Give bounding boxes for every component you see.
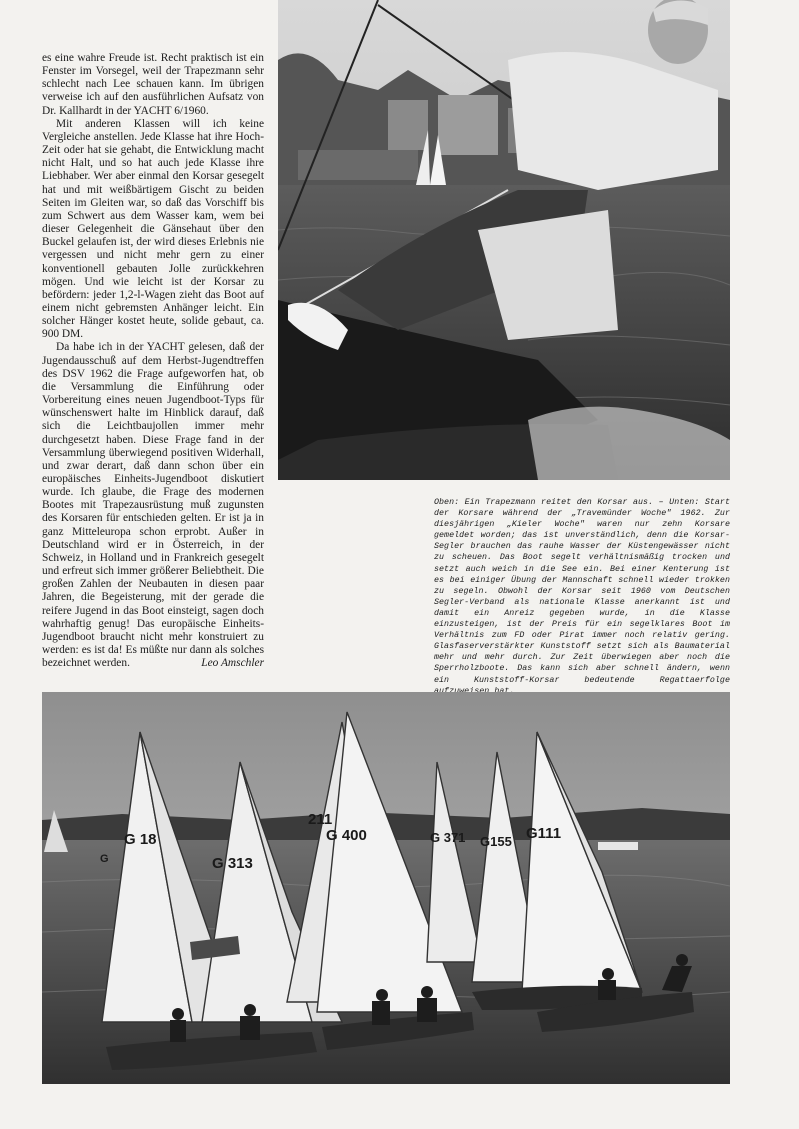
article-column [42, 52, 264, 671]
photo-korsar-start [42, 692, 730, 1084]
sail-number: G 400 [326, 827, 367, 844]
article-author: Leo Amschler [201, 657, 264, 670]
sail-number: G 18 [124, 831, 157, 848]
article-paragraph-3: Da habe ich in der YACHT gelesen, daß der Jugendausschuß auf dem Herbst-Jugendtreffen des DSV 1962 die Frage aufgeworfen hat, ob die Versammlung die Einführung oder Vorbereitung eines neuen Jugendboot-Typs für wünschenswert halte im Hinblick darauf, daß sich die Leichtbaujollen immer mehr durchgesetzt haben. Diese Frage fand in der Versammlung überwiegend positiven Widerhall, und zwar derart, daß dann schon über ein europäisches Einheits-Jugendboot diskutiert wurde. Ich glaube, die Frage des modernen Bootes mit Trapezausrüstung muß zugunsten des Korsaren für entschieden gelten. Er ist ja in ganz Mitteleuropa schon erprobt. Außer in Deutschland wird er in Österreich, in der Schweiz, in Holland und in Frankreich gesegelt und erfreut sich immer größerer Beliebtheit. Die großen Zahlen der Neubauten in diesen paar Jahren, die Begeisterung, mit der gerade die reifere Jugend in das Boot einsteigt, sagen doch wahrhaftig genug! Das europäische Einheits-Jugendboot braucht nicht mehr konstruiert zu werden: es ist da! Es müßte nur dann als solches bezeichnet werden. [42, 341, 264, 670]
article-paragraph-2: Mit anderen Klassen will ich keine Vergleiche anstellen. Jede Klasse hat ihre Hoch-Zeit oder hat sie gehabt, die Entwicklung macht nicht Halt, und so hat auch jede Klasse ihre Liebhaber. Wer aber einmal den Korsar gesegelt hat und mit weißbärtigem Gischt zu beiden Seiten im Gleiten war, so daß das Vorschiff bis zum Schwert aus dem Wasser kam, wem bei dieser Gelegenheit die Gänsehaut über den Buckel gelaufen ist, der wird dieses Erlebnis nie vergessen und nicht mehr gern zu einer konventionell gebauten Jolle zurückkehren mögen. Und wie leicht ist der Korsar zu befördern: jeder 1,2-l-Wagen zieht das Boot auf einem nicht gebremsten Anhänger leicht. Ein solcher Hänger kostet heute, solide gebaut, ca. 900 DM. [42, 117, 264, 341]
photo-caption [434, 497, 730, 708]
caption-text: Oben: Ein Trapezmann reitet den Korsar aus. – Unten: Start der Korsare während der „Travemünder Woche" 1962. Zur diesjährigen „Kieler Woche" waren nur zehn Korsare gemeldet worden; das ist unverständlich, denn die Korsar-Segler brauchen das rauhe Wasser der Küstengewässer nicht zu scheuen. Das Boot segelt verhältnismäßig trocken und setzt auch weich in die See ein. Bei einer Kenterung ist es bei einiger Übung der Mannschaft schnell wieder trokken zu segeln. Obwohl der Korsar seit 1960 vom Deutschen Segler-Verband als nationale Klasse anerkannt ist und damit ein Anreiz gegeben wurde, in die Klasse einzusteigen, ist der Preis für ein segelklares Boot im Verhältnis zum FD oder Pirat immer noch relativ gering. Glasfaserverstärkter Kunststoff setzt sich als Baumaterial mehr und mehr durch. Zur Zeit überwiegen aber noch die Sperrholzboote. Das kann sich aber schnell ändern, wenn ein Kunststoff-Korsar bedeutende Regattaerfolge [434, 498, 730, 685]
sail-number: G [100, 853, 109, 865]
sail-number: G155 [480, 834, 512, 849]
sail-number: G111 [526, 825, 562, 842]
article-paragraph-1: es eine wahre Freude ist. Recht praktisch ist ein Fenster im Vorsegel, weil der Trapezmann sehr schlecht nach Lee schauen kann. Im übrigen verweise ich auf den ausführlichen Aufsatz von Dr. Kallhardt in der YACHT 6/1960. [42, 52, 264, 117]
sail-number: G 371 [430, 830, 466, 845]
photo-trapeze-sailor [278, 0, 730, 480]
sail-number: G 313 [212, 855, 253, 872]
sail-number: 211 [308, 811, 333, 828]
